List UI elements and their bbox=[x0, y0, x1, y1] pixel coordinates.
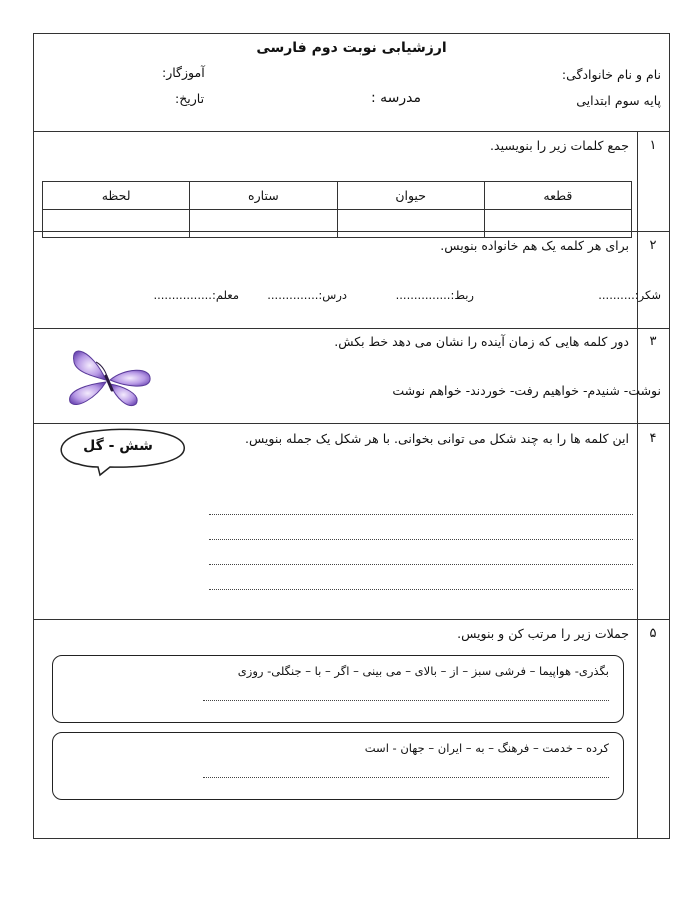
divider bbox=[34, 423, 669, 424]
table-cell: لحظه bbox=[43, 182, 190, 210]
answer-line[interactable] bbox=[203, 777, 609, 778]
question-number: ٣ bbox=[649, 334, 657, 349]
answer-cell[interactable] bbox=[43, 210, 190, 238]
question-number: ٢ bbox=[649, 238, 657, 253]
question-text: این کلمه ها را به چند شکل می توانی بخوانی. با هر شکل یک جمله بنویس. bbox=[244, 431, 629, 446]
question-text: برای هر کلمه یک هم خانواده بنویس. bbox=[440, 238, 629, 253]
fill-blank[interactable]: ربط:............... bbox=[395, 288, 474, 302]
table-cell: قطعه bbox=[484, 182, 631, 210]
fill-blank[interactable]: معلم:................ bbox=[153, 288, 239, 302]
answer-cell[interactable] bbox=[190, 210, 337, 238]
sentence-box bbox=[52, 732, 624, 800]
answer-line[interactable] bbox=[209, 564, 633, 565]
plural-words-table bbox=[42, 181, 632, 238]
scrambled-sentence: کرده – خدمت – فرهنگ – به – ایران – جهان - است bbox=[364, 741, 609, 755]
fill-blank[interactable]: شکر:.......... bbox=[598, 288, 661, 302]
divider bbox=[34, 619, 669, 620]
date-label: تاریخ: bbox=[175, 91, 205, 106]
answer-cell[interactable] bbox=[337, 210, 484, 238]
exam-sheet bbox=[33, 33, 670, 839]
answer-line[interactable] bbox=[203, 700, 609, 701]
table-cell: ستاره bbox=[190, 182, 337, 210]
sentence-box bbox=[52, 655, 624, 723]
answer-line[interactable] bbox=[209, 514, 633, 515]
bubble-words: شش - گل bbox=[83, 438, 153, 454]
question-text: دور کلمه هایی که زمان آینده را نشان می دهد خط بکش. bbox=[334, 334, 629, 349]
question-text: جمع کلمات زیر را بنویسید. bbox=[490, 138, 629, 153]
question-number: ۴ bbox=[649, 431, 657, 446]
question-text: جملات زیر را مرتب کن و بنویس. bbox=[457, 626, 629, 641]
fill-blank[interactable]: درس:.............. bbox=[267, 288, 347, 302]
exam-title: ارزشیابی نوبت دوم فارسی bbox=[256, 40, 447, 56]
word-list: نوشت- شنیدم- خواهیم رفت- خوردند- خواهم نوشت bbox=[392, 383, 661, 398]
table-cell: حیوان bbox=[337, 182, 484, 210]
answer-cell[interactable] bbox=[484, 210, 631, 238]
question-number: ١ bbox=[649, 138, 657, 153]
scrambled-sentence: بگذری- هواپیما – فرشی سبز – از – بالای – می بینی – اگر – با – جنگلی- روزی bbox=[237, 664, 609, 678]
table-row bbox=[43, 182, 632, 210]
answer-line[interactable] bbox=[209, 539, 633, 540]
question-number: ۵ bbox=[649, 626, 657, 641]
school-label: مدرسه : bbox=[371, 90, 422, 106]
grade-label: پایه سوم ابتدایی bbox=[576, 93, 661, 108]
student-name-label: نام و نام خانوادگی: bbox=[561, 67, 661, 82]
divider bbox=[34, 328, 669, 329]
answer-line[interactable] bbox=[209, 589, 633, 590]
number-column-divider bbox=[637, 132, 638, 838]
teacher-label: آموزگار: bbox=[162, 65, 205, 80]
table-row bbox=[43, 210, 632, 238]
divider bbox=[34, 131, 669, 132]
butterfly-illustration bbox=[62, 340, 156, 412]
